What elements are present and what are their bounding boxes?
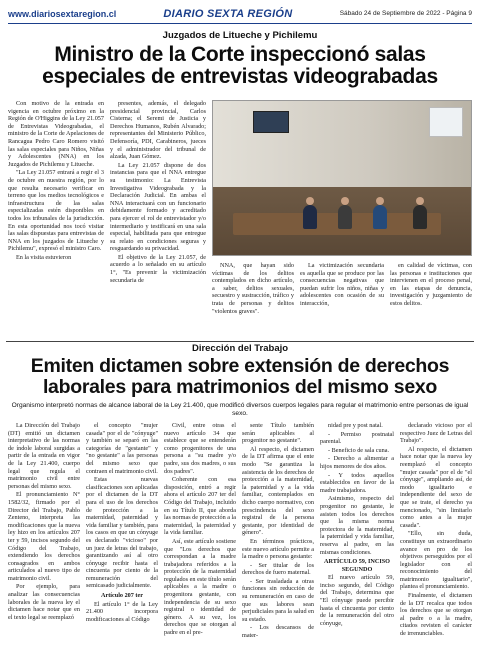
photo-person	[338, 205, 352, 229]
paragraph: Finalmente, el dictamen de la DT recalca que todos los derechos que se otorgan al padre o a la madre, citados revisten el carácter de irrenunciables.	[400, 592, 472, 638]
article2-headline: Emiten dictamen sobre extensión de derechos laborales para matrimonios del mismo sexo	[30, 355, 450, 398]
paragraph: Por ejemplo, para analizar las consecuencias laborales de la nueva ley el dictamen hace notar que en el texto legal se reemplazó	[8, 583, 80, 621]
paragraph: La Dirección del Trabajo (DT) emitió un dictamen interpretativo de las normas de índole laboral surgidas a partir de la entrada en vigor de la Ley 21.400, cuerpo legal que regula el matrimonio civil entre personas del mismo sexo.	[8, 422, 80, 490]
article-photo	[212, 100, 472, 256]
paragraph: NNA, que hayan sido víctimas de los delitos contemplados en dicho artículo, a saber, delitos sexuales, secuestro y sustracción, tráfico y trata de personas y delitos "violentos graves".	[212, 262, 294, 315]
article1-headline: Ministro de la Corte inspeccionó salas especiales de entrevistas videograbadas	[42, 43, 438, 88]
article1-kicker: Juzgados de Litueche y Pichilemu	[162, 30, 318, 41]
article2-col4	[242, 422, 314, 666]
paragraph: - Beneficio de sala cuna.	[328, 446, 389, 454]
paragraph: - Ser titular de los derechos de fuero maternal.	[242, 561, 314, 577]
paragraph: - Los descansos de mater-	[242, 624, 314, 640]
article2-col5	[320, 422, 394, 666]
article1-col4	[300, 262, 384, 340]
article1-col3	[212, 262, 294, 340]
article2-col6	[400, 422, 472, 666]
date-page: Sábado 24 de Septiembre de 2022 - Página 9	[339, 10, 472, 17]
paragraph: declarado vicioso por el respectivo Juez de Letras del Trabajo".	[400, 422, 472, 445]
article1-col1	[8, 100, 104, 338]
paragraph: El pronunciamiento N° 1582/32, firmado por el Director del Trabajo, Pablo Zenteno, interpreta las modificaciones que la nueva ley hizo en los artículos 207 ter y 59, incisos segundo del Código del Trabajo, extendiendo los derechos consagrados en ambos articulados al nuevo tipo de matrimonio civil.	[8, 491, 80, 582]
paragraph: El objetivo de la Ley 21.057, de acuerdo a lo señalado en su artículo 1°, "Es prevenir la victimización secundaria de	[110, 253, 206, 284]
paragraph: - Derecho a alimentar a hijos menores de dos años.	[320, 455, 394, 470]
article2-col1	[8, 422, 80, 666]
paragraph: Al respecto, el dictamen de la DT afirma que el ente modo "Se garantiza la asistencia de los derechos de protección a la maternidad, la paternidad y a la vida familiar, contemplados en dicho cuerpo normativo, con prescindencia del sexo registral de la persona gestante, por identidad de género".	[242, 445, 314, 537]
paragraph: Asimismo, respecto del progenitor no gestante, le asisten todos los derechos que la misma norma protectora de la maternidad, la paternidad y vida familiar, reserva al padre, en las mismas condiciones.	[320, 495, 394, 556]
paragraph: Así, este artículo sostiene que "Los derechos que correspondan a la madre trabajadora referidos a la protección de la maternidad regulados en este título serán aplicables a la madre o progenitora gestante, con independencia de su sexo registral o identidad de género. A su vez, los derechos que se otorgan al padre en el pre-	[164, 537, 236, 637]
paragraph: presentes, además, el delegado presidencial provincial, Carlos Cisterna; el Seremi de Justicia y Derechos Humanos, Rubén Alvarado; representantes del Ministerio Público, Defensoría, PDI, Carabineros, jueces y el administrador del tribunal de alzada, Juan Gómez.	[110, 100, 206, 161]
paragraph: sente Título también serán aplicables al progenitor no gestante".	[242, 422, 314, 445]
article2-col3	[164, 422, 236, 666]
paragraph: "La Ley 21.057 entrará a regir el 3 de octubre en nuestra región, por lo que resulta necesario verificar en terreno que los medios tecnológicos e infraestructura de las salas especializadas estén disponibles en todos los tribunales de la jurisdicción. En esta oportunidad nos tocó visitar las salas dispuestas para entrevistas de NNA en los juzgados de Litueche y Pichilemu", expresó el ministro Caro.	[8, 169, 104, 253]
paragraph: - Permiso postnatal parental.	[320, 430, 394, 446]
paragraph: En términos prácticos, este nuevo artículo permite a la madre o persona gestante:	[242, 537, 314, 561]
page-header	[8, 4, 472, 24]
paragraph: nidad pre y post natal.	[328, 422, 383, 429]
paragraph: Coherente con esa disposición, entró a regir ahora el artículo 207 ter del Código del Trabajo, incluido en su Título II, que aborda las normas de protección a la maternidad, la paternidad y la vida familiar.	[164, 476, 236, 537]
article1-col2	[110, 100, 206, 340]
paragraph: En la visita estuvieron	[16, 253, 72, 261]
photo-window	[429, 107, 463, 137]
paragraph: el concepto "mujer casada" por el de "cónyuge" y también se separó en las categorías de "gestante" y "no gestante" a las personas del mismo sexo que contraen el matrimonio civil.	[86, 422, 158, 475]
paragraph: Al respecto, el dictamen hace notar que la nueva ley reemplazó el concepto "mujer casada" por el de "el cónyuge", ampliando así, de modo igualitario e independiente del sexo de que se trate, el derecho ya mencionado, "sin limitarlo como antes a la mujer casada".	[400, 445, 472, 529]
photo-person	[413, 205, 427, 229]
photo-head	[341, 197, 349, 205]
paragraph: - Ser trasladada a otras funciones sin reducción de su remuneración en caso de que sus labores sean perjudiciales para la salud en su estado.	[242, 577, 314, 623]
photo-table	[233, 213, 441, 235]
section-divider	[6, 341, 474, 342]
paragraph: El nuevo artículo 59, inciso segundo, del Código del Trabajo, determina que "El cónyuge puede percibir hasta el cincuenta por ciento de la remuneración del otro cónyuge,	[320, 574, 394, 627]
paragraph: El artículo 1° de la Ley 21.400 incorpora modificaciones al Código	[86, 600, 158, 623]
photo-head	[376, 197, 384, 205]
photo-head	[416, 197, 424, 205]
photo-screen	[253, 111, 289, 133]
photo-head	[306, 197, 314, 205]
paragraph: - Y todos aquellos establecidos en favor de la madre trabajadora.	[320, 471, 394, 494]
paragraph: Con motivo de la entrada en vigencia en octubre próximo en la Región de O'Higgins de la Ley 21.057 de Entrevistas Videograbadas, el ministro de la Corte de Apelaciones de Rancagua Pedro Caro Romero visitó las salas especiales para Niños, Niñas y Adolescentes (NNA) en los Juzgados de Pichilemu y Litueche.	[8, 100, 104, 168]
article1-col5	[390, 262, 472, 340]
paragraph: Estas nuevas clasificaciones son aplicadas por el dictamen de la DT para el uso de los derechos de protección a la maternidad, paternidad y vida familiar y también, para los casos en que un cónyuge es declarado "vicioso" por un juez de letras del trabajo, garantizando así al otro cónyuge recibir hasta el cincuenta por ciento de la remuneración del semicasado judicialmente.	[86, 476, 158, 590]
paragraph: La Ley 21.057 dispone de dos instancias para que el NNA entregue su testimonio: La Entrevista Investigativa Videograbada y la Declaración Judicial. En ambas el NNA interactuará con un funcionario debidamente formado y acreditado para ejercer el rol de entrevistador y/o intermediario y testificará en una sala especial, habilitada para que entregue su relato en condiciones seguras y resguardando su privacidad.	[110, 161, 206, 253]
paragraph: La victimización secundaria es aquella que se produce por las consecuencias negativas que puedan sufrir los niños, niñas y adolescentes con ocasión de su interacción,	[300, 262, 384, 307]
paragraph: "Ello, sin duda, constituye un extraordinario avance en pro de los objetivos perseguidos por el legislador con el reconocimiento del matrimonio igualitario", plantea el pronunciamiento.	[400, 530, 472, 591]
paragraph: en calidad de víctimas, con las personas e instituciones que intervienen en el proceso penal, en las etapas de denuncia, investigación y juzgamiento de estos delitos.	[390, 262, 472, 307]
photo-person	[373, 205, 387, 229]
paragraph: Civil, entre otras el nuevo artículo 34 que establece que se entenderán como progenitores de una persona a "su madre y/o padre, sus dos madres, o sus dos padres".	[164, 422, 236, 475]
photo-person	[303, 205, 317, 229]
article2-lede: Organismo interpretó normas de alcance laboral de la Ley 21.400, que modificó diversos cuerpos legales para regular el matrimonio entre personas de igual sexo.	[11, 402, 469, 417]
site-url[interactable]: www.diariosextaregion.cl	[8, 8, 117, 19]
subhead: ARTÍCULO 59, INCISO SEGUNDO	[324, 558, 390, 573]
subhead: Artículo 207 ter	[101, 592, 143, 600]
article2-kicker: Dirección del Trabajo	[191, 343, 289, 354]
article2-col2	[86, 422, 158, 666]
masthead: DIARIO SEXTA REGIÓN	[163, 7, 293, 20]
